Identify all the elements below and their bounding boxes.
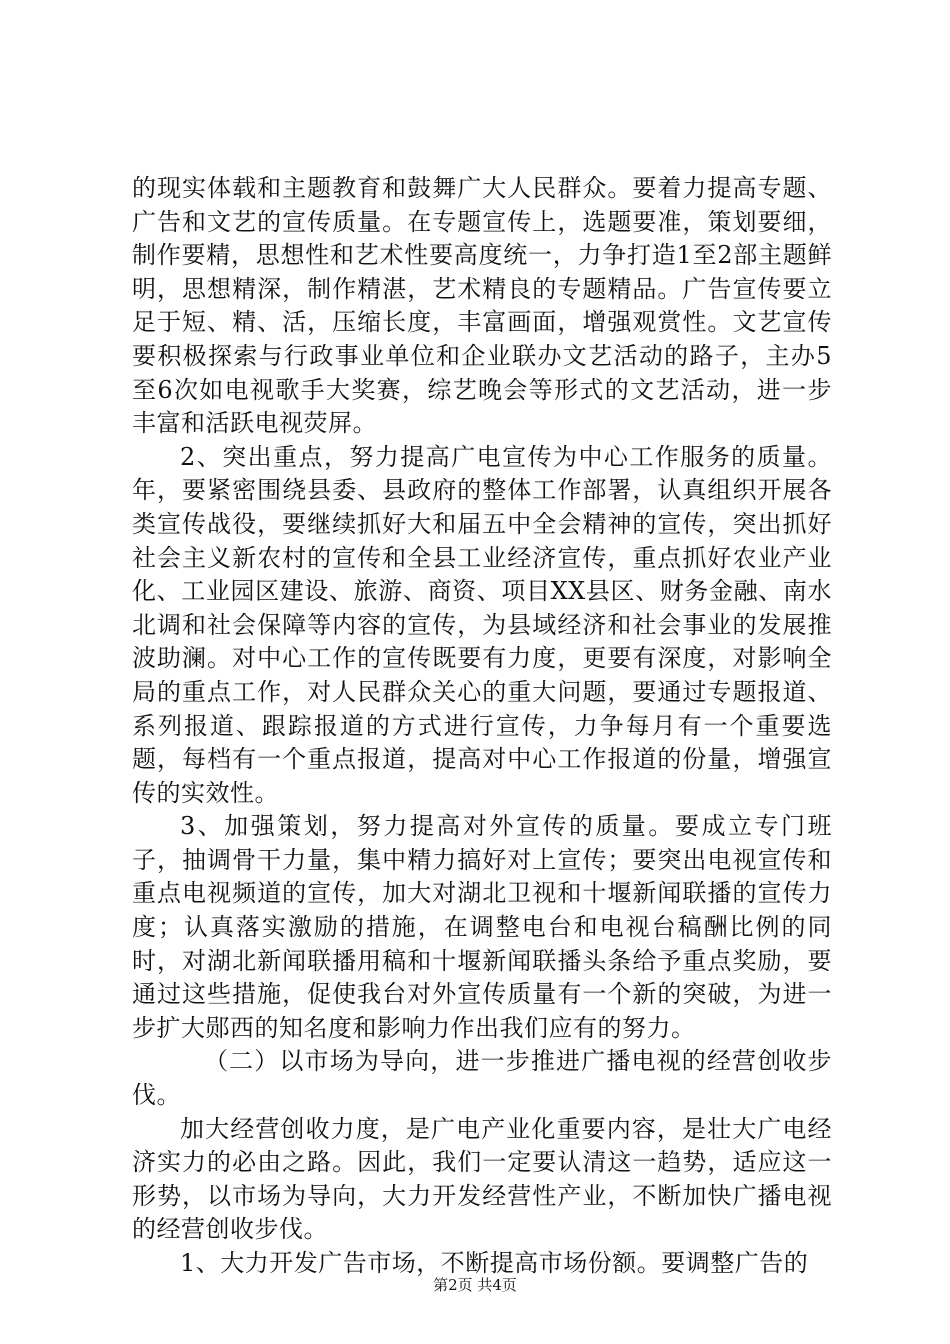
paragraph-item-1: 1、大力开发广告市场，不断提高市场份额。要调整广告的 [180, 1249, 809, 1277]
paragraph-continuation: 的现实体载和主题教育和鼓舞广大人民群众。要着力提高专题、广告和文艺的宣传质量。在专题宣传上，选题要准，策划要细，制作要精，思想性和艺术性要高度统一，力争打造1至2部主题鲜明，思想精深，制作精湛，艺术精良的专题精品。广告宣传要立足于短、精、活，压缩长度，丰富画面，增强观赏性。文艺宣传要积极探索与行政事业单位和企业联办文艺活动的路子，主办5至6次如电视歌手大奖赛，综艺晚会等形式的文艺活动，进一步丰富和活跃电视荧屏。 [132, 174, 832, 438]
paragraph-section-intro: 加大经营创收力度，是广电产业化重要内容，是壮大广电经济实力的必由之路。因此，我们一定要认清这一趋势，适应这一形势，以市场为导向，大力开发经营性产业，不断加快广播电视的经营创收步伐。 [132, 1114, 832, 1244]
document-body [132, 172, 832, 1281]
paragraph-item-2: 2、突出重点，努力提高广电宣传为中心工作服务的质量。年，要紧密围绕县委、县政府的整体工作部署，认真组织开展各类宣传战役，要继续抓好大和届五中全会精神的宣传，突出抓好社会主义新农村的宣传和全县工业经济宣传，重点抓好农业产业化、工业园区建设、旅游、商资、项目XX县区、财务金融、南水北调和社会保障等内容的宣传，为县域经济和社会事业的发展推波助澜。对中心工作的宣传既要有力度，更要有深度，对影响全局的重点工作，对人民群众关心的重大问题，要通过专题报道、系列报道、跟踪报道的方式进行宣传，力争每月有一个重要选题，每档有一个重点报道，提高对中心工作报道的份量，增强宣传的实效性。 [132, 442, 832, 807]
section-heading-2: （二）以市场为导向，进一步推进广播电视的经营创收步伐。 [132, 1047, 832, 1110]
paragraph-item-3: 3、加强策划，努力提高对外宣传的质量。要成立专门班子，抽调骨干力量，集中精力搞好对上宣传；要突出电视宣传和重点电视频道的宣传，加大对湖北卫视和十堰新闻联播的宣传力度；认真落实激励的措施，在调整电台和电视台稿酬比例的同时，对湖北新闻联播用稿和十堰新闻联播头条给予重点奖励，要通过这些措施，促使我台对外宣传质量有一个新的突破，为进一步扩大郧西的知名度和影响力作出我们应有的努力。 [132, 812, 832, 1042]
page-number-footer: 第2页 共4页 [433, 1276, 517, 1294]
